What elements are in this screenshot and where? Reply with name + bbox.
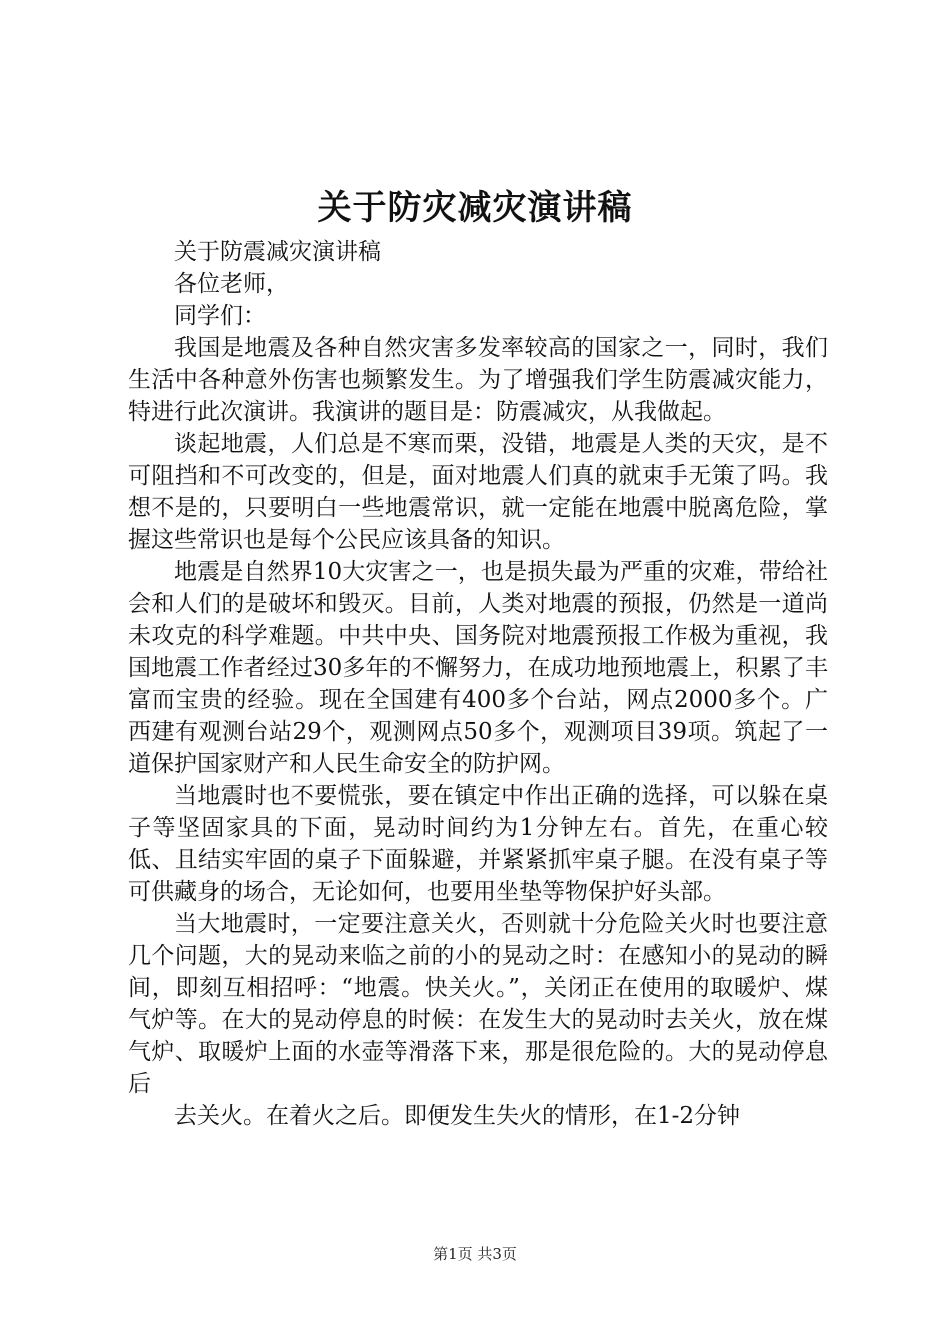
paragraph-shelter-advice: 当地震时也不要慌张，要在镇定中作出正确的选择，可以躲在桌子等坚固家具的下面，晃动时间约为1分钟左右。首先，在重心较低、且结实牢固的桌子下面躲避，并紧紧抓牢桌子腿。在没有桌子等可供藏身的场合，无论如何，也要用坐垫等物保护好头部。 xyxy=(128,783,828,905)
paragraph-turn-off-fire: 当大地震时，一定要注意关火，否则就十分危险关火时也要注意几个问题，大的晃动来临之前的小的晃动之时：在感知小的晃动的瞬间，即刻互相招呼：“地震。快关火。”，关闭正在使用的取暖炉、煤气炉等。在大的晃动停息的时候：在发生大的晃动时去关火，放在煤气炉、取暖炉上面的水壶等滑落下来，那是很危险的。大的晃动停息后 xyxy=(128,911,828,1097)
paragraph-intro: 我国是地震及各种自然灾害多发率较高的国家之一，同时，我们生活中各种意外伤害也频繁发生。为了增强我们学生防震减灾能力，特进行此次演讲。我演讲的题目是：防震减灾，从我做起。 xyxy=(128,335,828,425)
paragraph-subtitle: 关于防震减灾演讲稿 xyxy=(174,239,381,265)
paragraph-after-fire: 去关火。在着火之后。即便发生失火的情形，在1-2分钟 xyxy=(174,1103,741,1129)
paragraph-greeting-teachers: 各位老师， xyxy=(174,271,289,297)
paragraph-earthquake-prediction: 地震是自然界10大灾害之一，也是损失最为严重的灾难，带给社会和人们的是破坏和毁灭。目前，人类对地震的预报，仍然是一道尚未攻克的科学难题。中共中央、国务院对地震预报工作极为重视，我国地震工作者经过30多年的不懈努力，在成功地预地震上，积累了丰富而宝贵的经验。现在全国建有400多个台站，网点2000多个。广西建有观测台站29个，观测网点50多个，观测项目39项。筑起了一道保护国家财产和人民生命安全的防护网。 xyxy=(128,559,828,777)
document-title: 关于防灾减灾演讲稿 xyxy=(317,188,633,228)
paragraph-earthquake-knowledge: 谈起地震，人们总是不寒而栗，没错，地震是人类的天灾，是不可阻挡和不可改变的，但是，面对地震人们真的就束手无策了吗。我想不是的，只要明白一些地震常识，就一定能在地震中脱离危险，掌握这些常识也是每个公民应该具备的知识。 xyxy=(128,431,828,553)
paragraph-greeting-students: 同学们： xyxy=(174,303,266,329)
page-footer: 第1页 共3页 xyxy=(433,1245,517,1263)
document-body xyxy=(128,236,828,1132)
